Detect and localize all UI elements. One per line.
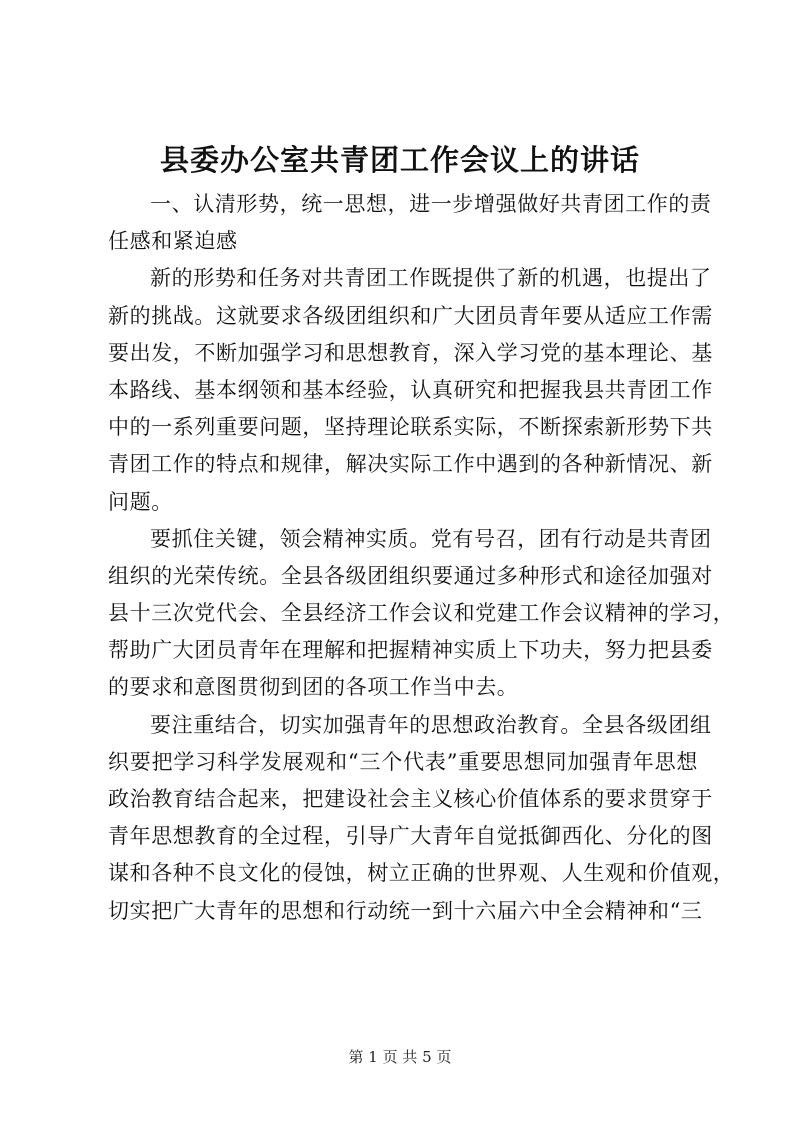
paragraph-line: 新的形势和任务对共青团工作既提供了新的机遇，也提出了: [150, 266, 712, 291]
document-title: 县委办公室共青团工作会议上的讲话: [159, 143, 640, 177]
paragraph-line: 要出发，不断加强学习和思想教育，深入学习党的基本理论、基: [108, 340, 713, 365]
paragraph-line: 织要把学习科学发展观和“三个代表”重要思想同加强青年思想: [108, 749, 698, 774]
paragraph-line: 要抓住关键，领会精神实质。党有号召，团有行动是共青团: [150, 526, 712, 551]
paragraph-line: 青年思想教育的全过程，引导广大青年自觉抵御西化、分化的图: [108, 824, 713, 849]
paragraph-line: 组织的光荣传统。全县各级团组织要通过多种形式和途径加强对: [108, 563, 713, 588]
paragraph-line: 要注重结合，切实加强青年的思想政治教育。全县各级团组: [150, 712, 712, 737]
paragraph-line: 一、认清形势，统一思想，进一步增强做好共青团工作的责: [150, 192, 712, 216]
paragraph-3: [108, 521, 735, 707]
paragraph-line: 谋和各种不良文化的侵蚀，树立正确的世界观、人生观和价值观，: [108, 861, 735, 886]
paragraph-line: 问题。: [108, 489, 173, 514]
paragraph-line: 帮助广大团员青年在理解和把握精神实质上下功夫，努力把县委: [108, 638, 713, 663]
paragraph-1: [108, 186, 712, 260]
paragraph-line: 县十三次党代会、全县经济工作会议和党建工作会议精神的学习，: [108, 601, 735, 626]
paragraph-2: [108, 260, 713, 520]
document-body: [108, 186, 735, 930]
paragraph-line: 切实把广大青年的思想和行动统一到十六届六中全会精神和“三: [108, 898, 703, 923]
paragraph-line: 中的一系列重要问题，坚持理论联系实际，不断探索新形势下共: [108, 415, 713, 440]
paragraph-line: 青团工作的特点和规律，解决实际工作中遇到的各种新情况、新: [108, 452, 713, 477]
page-number-footer: 第 1 页 共 5 页: [348, 1048, 452, 1066]
paragraph-line: 新的挑战。这就要求各级团组织和广大团员青年要从适应工作需: [108, 303, 713, 328]
paragraph-4: [108, 707, 735, 930]
paragraph-line: 任感和紧迫感: [108, 229, 238, 254]
paragraph-line: 本路线、基本纲领和基本经验，认真研究和把握我县共青团工作: [108, 377, 713, 402]
paragraph-line: 的要求和意图贯彻到团的各项工作当中去。: [108, 675, 519, 700]
paragraph-line: 政治教育结合起来，把建设社会主义核心价值体系的要求贯穿于: [108, 787, 713, 811]
